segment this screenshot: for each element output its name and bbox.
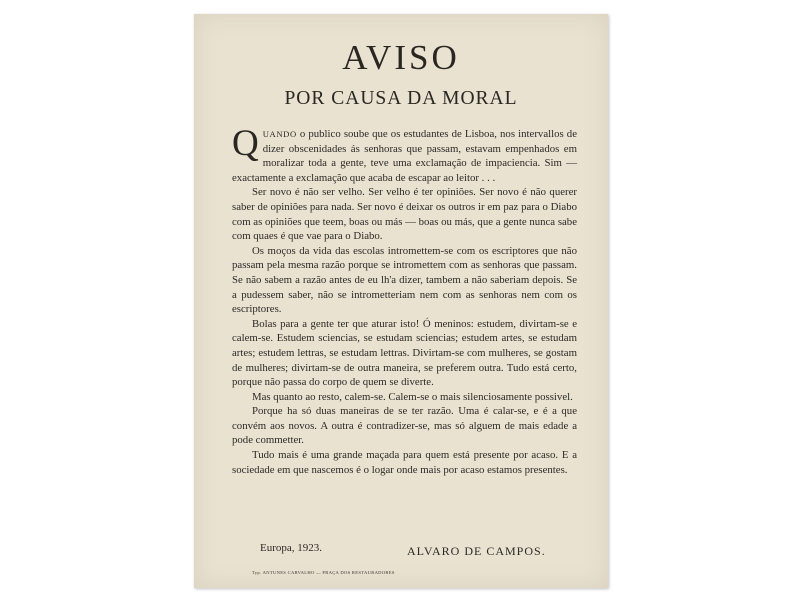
paragraph-4: Bolas para a gente ter que aturar isto! Ó meninos: estudem, divirtam-se e calem-se. Estudem sciencias, se estudam sciencias; estudem artes, se estudam artes; estudem lettras, se estudam lettras. Divirtam-se com mulheres, se gostam de mulheres; divirtam-se de outra maneira, se preferem outra. Tudo está certo, porque não passa do corpo de quem se diverte.: [232, 317, 577, 389]
paragraph-6: Porque ha só duas maneiras de se ter razão. Uma é calar-se, e é a que convém aos novos. A outra é contradizer-se, mas só alguem de mais edade a pode commetter.: [232, 405, 577, 447]
paragraph-3: Os moços da vida das escolas intromettem-se com os escriptores que não passam pela mesma razão porque se intromettem com as senhoras que passam. Se não sabem a razão antes de eu lh'a dizer, tambem a não saberiam depois. Se a pudessem saber, não se intrometteriam nem com as senhoras nem com os escriptores.: [232, 244, 577, 316]
paragraph-5: Mas quanto ao resto, calem-se. Calem-se o mais silenciosamente possivel.: [252, 390, 573, 403]
poster-title: AVISO: [342, 38, 460, 77]
poster-subtitle: POR CAUSA DA MORAL: [284, 88, 518, 109]
signature: ALVARO DE CAMPOS.: [407, 544, 546, 558]
poster-sheet: [194, 14, 608, 588]
poster-body: [232, 123, 577, 477]
paragraph-2: Ser novo é não ser velho. Ser velho é ter opiniões. Ser novo é não querer saber de opiniões para nada. Ser novo é deixar os outros ir em paz para o Diabo com as opiniões que teem, boas ou más — boas ou más, que a gente nunca sabe com quaes é que vae para o Diabo.: [232, 186, 577, 243]
lead-smallcaps: UANDO: [262, 129, 297, 139]
paragraph-7: Tudo mais é uma grande maçada para quem está presente por acaso. E a sociedade em que nascemos é o logar onde mais por acaso estamos presentes.: [232, 449, 577, 476]
paragraph-1: [232, 123, 577, 185]
printer-imprint: Typ. ANTUNES CARVALHO — PRAÇA DOS RESTAURADORES: [252, 570, 395, 575]
place-date: Europa, 1923.: [260, 542, 323, 554]
drop-cap: Q: [232, 123, 259, 164]
paragraph-1-text: o publico soube que os estudantes de Lisboa, nos intervallos de dizer obscenidades ás senhoras que passam, estavam empenhados em moralizar toda a gente, teve uma exclamação de impaciencia. Sim — exactamente a exclamação que acaba de escapar ao leitor . . .: [232, 128, 577, 184]
